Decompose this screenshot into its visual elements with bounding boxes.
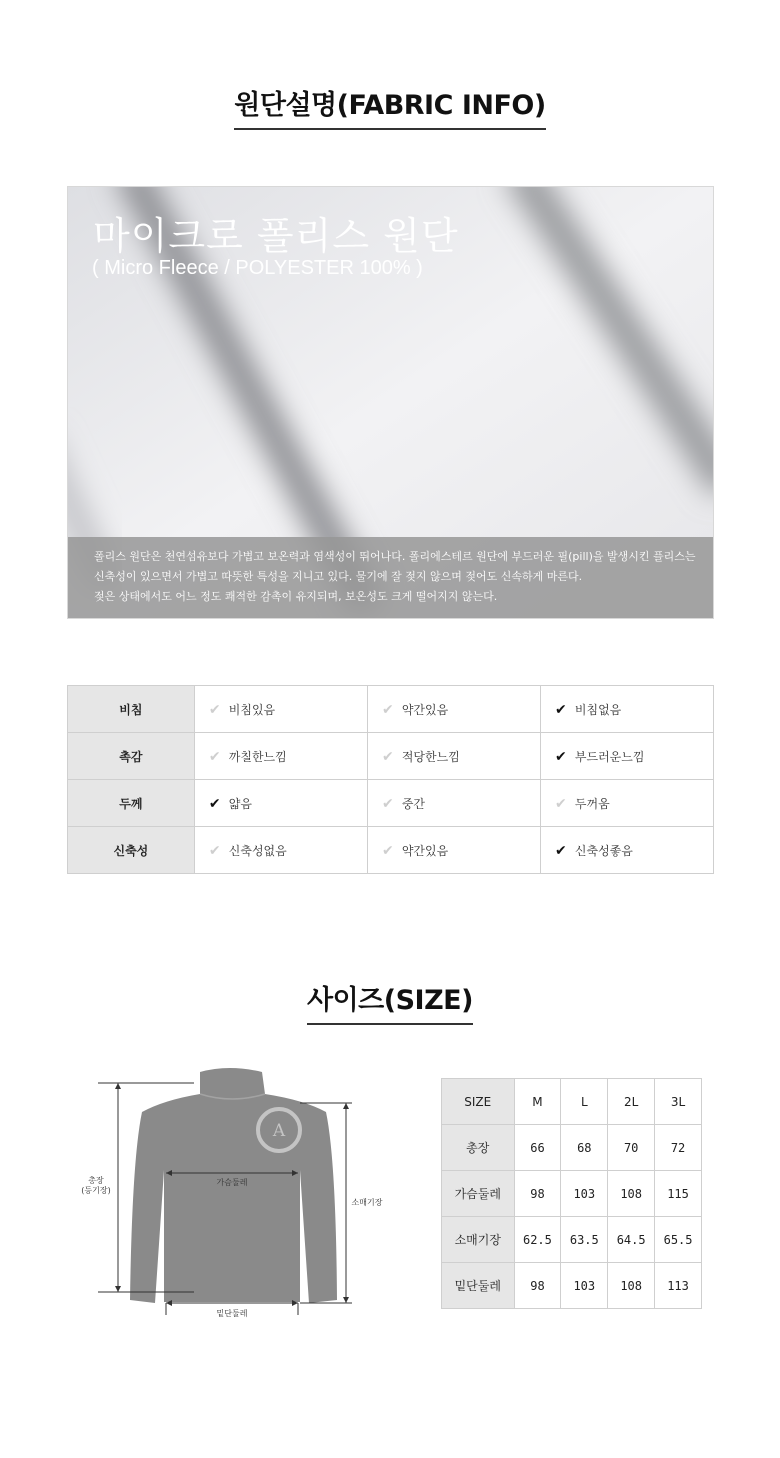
fabric-description — [68, 537, 713, 618]
check-icon: ✔ — [555, 748, 567, 765]
property-option-label: 까칠한느낌 — [228, 749, 287, 764]
property-row — [68, 733, 714, 780]
property-option — [540, 686, 713, 733]
size-value-cell: 66 — [514, 1125, 561, 1171]
property-row — [68, 827, 714, 874]
sleeve-label: 소매기장 — [351, 1198, 383, 1207]
size-row — [442, 1171, 702, 1217]
fabric-info-title-wrap — [0, 83, 780, 130]
property-option-label: 적당한느낌 — [401, 749, 460, 764]
svg-text:A: A — [272, 1121, 286, 1141]
fabric-properties-table — [67, 685, 714, 874]
property-label: 비침 — [68, 686, 195, 733]
size-header-cell: L — [561, 1079, 608, 1125]
size-value-cell: 62.5 — [514, 1217, 561, 1263]
size-header-cell: M — [514, 1079, 561, 1125]
property-option-label: 약간있음 — [401, 702, 449, 717]
size-value-cell: 108 — [608, 1263, 655, 1309]
property-option — [540, 780, 713, 827]
property-option — [367, 686, 540, 733]
size-value-cell: 64.5 — [608, 1217, 655, 1263]
size-value-cell: 103 — [561, 1263, 608, 1309]
property-option-label: 신축성좋음 — [574, 843, 633, 858]
size-table — [441, 1078, 702, 1309]
garment-measurement-diagram — [74, 1060, 394, 1330]
check-inactive-icon: ✔ — [208, 701, 221, 718]
property-option-label: 얇음 — [228, 796, 252, 811]
size-title-wrap — [0, 978, 780, 1025]
check-inactive-icon: ✔ — [208, 748, 221, 765]
property-option — [194, 733, 367, 780]
property-option-label: 중간 — [401, 796, 426, 811]
fabric-description-line: 젖은 상태에서도 어느 정도 쾌적한 감촉이 유지되며, 보온성도 크게 떨어지지 않는다. — [94, 590, 498, 603]
size-header-cell: SIZE — [442, 1079, 515, 1125]
size-header-row — [442, 1079, 702, 1125]
property-row — [68, 686, 714, 733]
size-header-cell: 2L — [608, 1079, 655, 1125]
size-value-cell: 72 — [655, 1125, 702, 1171]
total-length-text: 총장 — [88, 1176, 104, 1185]
check-icon: ✔ — [555, 701, 567, 718]
property-option-label: 비침없음 — [574, 702, 622, 717]
fabric-description-line: 폴리스 원단은 천연섬유보다 가볍고 보온력과 염색성이 뛰어나다. 폴리에스테르 원단에 부드러운 필(pill)을 발생시킨 플리스는 — [94, 550, 696, 563]
hem-label: 밑단둘레 — [216, 1309, 248, 1318]
size-row — [442, 1125, 702, 1171]
fabric-description-line: 신축성이 있으면서 가볍고 따뜻한 특성을 지니고 있다. 물기에 잘 젖지 않으며 젖어도 신속하게 마른다. — [94, 570, 583, 583]
property-option-label: 약간있음 — [401, 843, 449, 858]
size-row-label: 소매기장 — [442, 1217, 515, 1263]
check-inactive-icon: ✔ — [381, 701, 394, 718]
property-label: 촉감 — [68, 733, 195, 780]
property-option-label: 부드러운느낌 — [574, 749, 645, 764]
property-option-label: 비침있음 — [228, 702, 276, 717]
size-value-cell: 103 — [561, 1171, 608, 1217]
fabric-name: 마이크로 폴리스 원단 — [93, 214, 459, 258]
check-icon: ✔ — [555, 842, 567, 859]
property-option — [194, 780, 367, 827]
property-option — [367, 780, 540, 827]
property-label: 두께 — [68, 780, 195, 827]
property-option-label: 두꺼움 — [574, 796, 610, 811]
property-row — [68, 780, 714, 827]
check-inactive-icon: ✔ — [381, 842, 394, 859]
property-label: 신축성 — [68, 827, 195, 874]
size-value-cell: 68 — [561, 1125, 608, 1171]
size-value-cell: 108 — [608, 1171, 655, 1217]
size-row — [442, 1217, 702, 1263]
size-row-label: 밑단둘레 — [442, 1263, 515, 1309]
check-inactive-icon: ✔ — [381, 748, 394, 765]
fabric-photo — [67, 186, 714, 619]
property-option — [194, 827, 367, 874]
size-row-label: 가슴둘레 — [442, 1171, 515, 1217]
size-row-label: 총장 — [442, 1125, 515, 1171]
size-value-cell: 98 — [514, 1263, 561, 1309]
size-value-cell: 115 — [655, 1171, 702, 1217]
chest-label: 가슴둘레 — [216, 1178, 248, 1187]
check-inactive-icon: ✔ — [381, 795, 394, 812]
check-icon: ✔ — [208, 795, 221, 812]
size-row — [442, 1263, 702, 1309]
property-option — [367, 733, 540, 780]
size-value-cell: 65.5 — [655, 1217, 702, 1263]
property-option — [194, 686, 367, 733]
property-option-label: 신축성없음 — [228, 843, 287, 858]
fabric-info-title: 원단설명(FABRIC INFO) — [234, 83, 545, 130]
property-option — [540, 733, 713, 780]
size-value-cell: 70 — [608, 1125, 655, 1171]
size-header-cell: 3L — [655, 1079, 702, 1125]
check-inactive-icon: ✔ — [208, 842, 221, 859]
property-option — [367, 827, 540, 874]
check-inactive-icon: ✔ — [555, 795, 567, 812]
total-length-sub-text: (등기장) — [81, 1186, 111, 1195]
size-title: 사이즈(SIZE) — [307, 978, 473, 1025]
garment-illustration — [74, 1060, 394, 1330]
size-value-cell: 98 — [514, 1171, 561, 1217]
size-value-cell: 113 — [655, 1263, 702, 1309]
total-length-label — [76, 1176, 116, 1196]
size-value-cell: 63.5 — [561, 1217, 608, 1263]
property-option — [540, 827, 713, 874]
fabric-composition: ( Micro Fleece / POLYESTER 100% ) — [92, 257, 423, 279]
